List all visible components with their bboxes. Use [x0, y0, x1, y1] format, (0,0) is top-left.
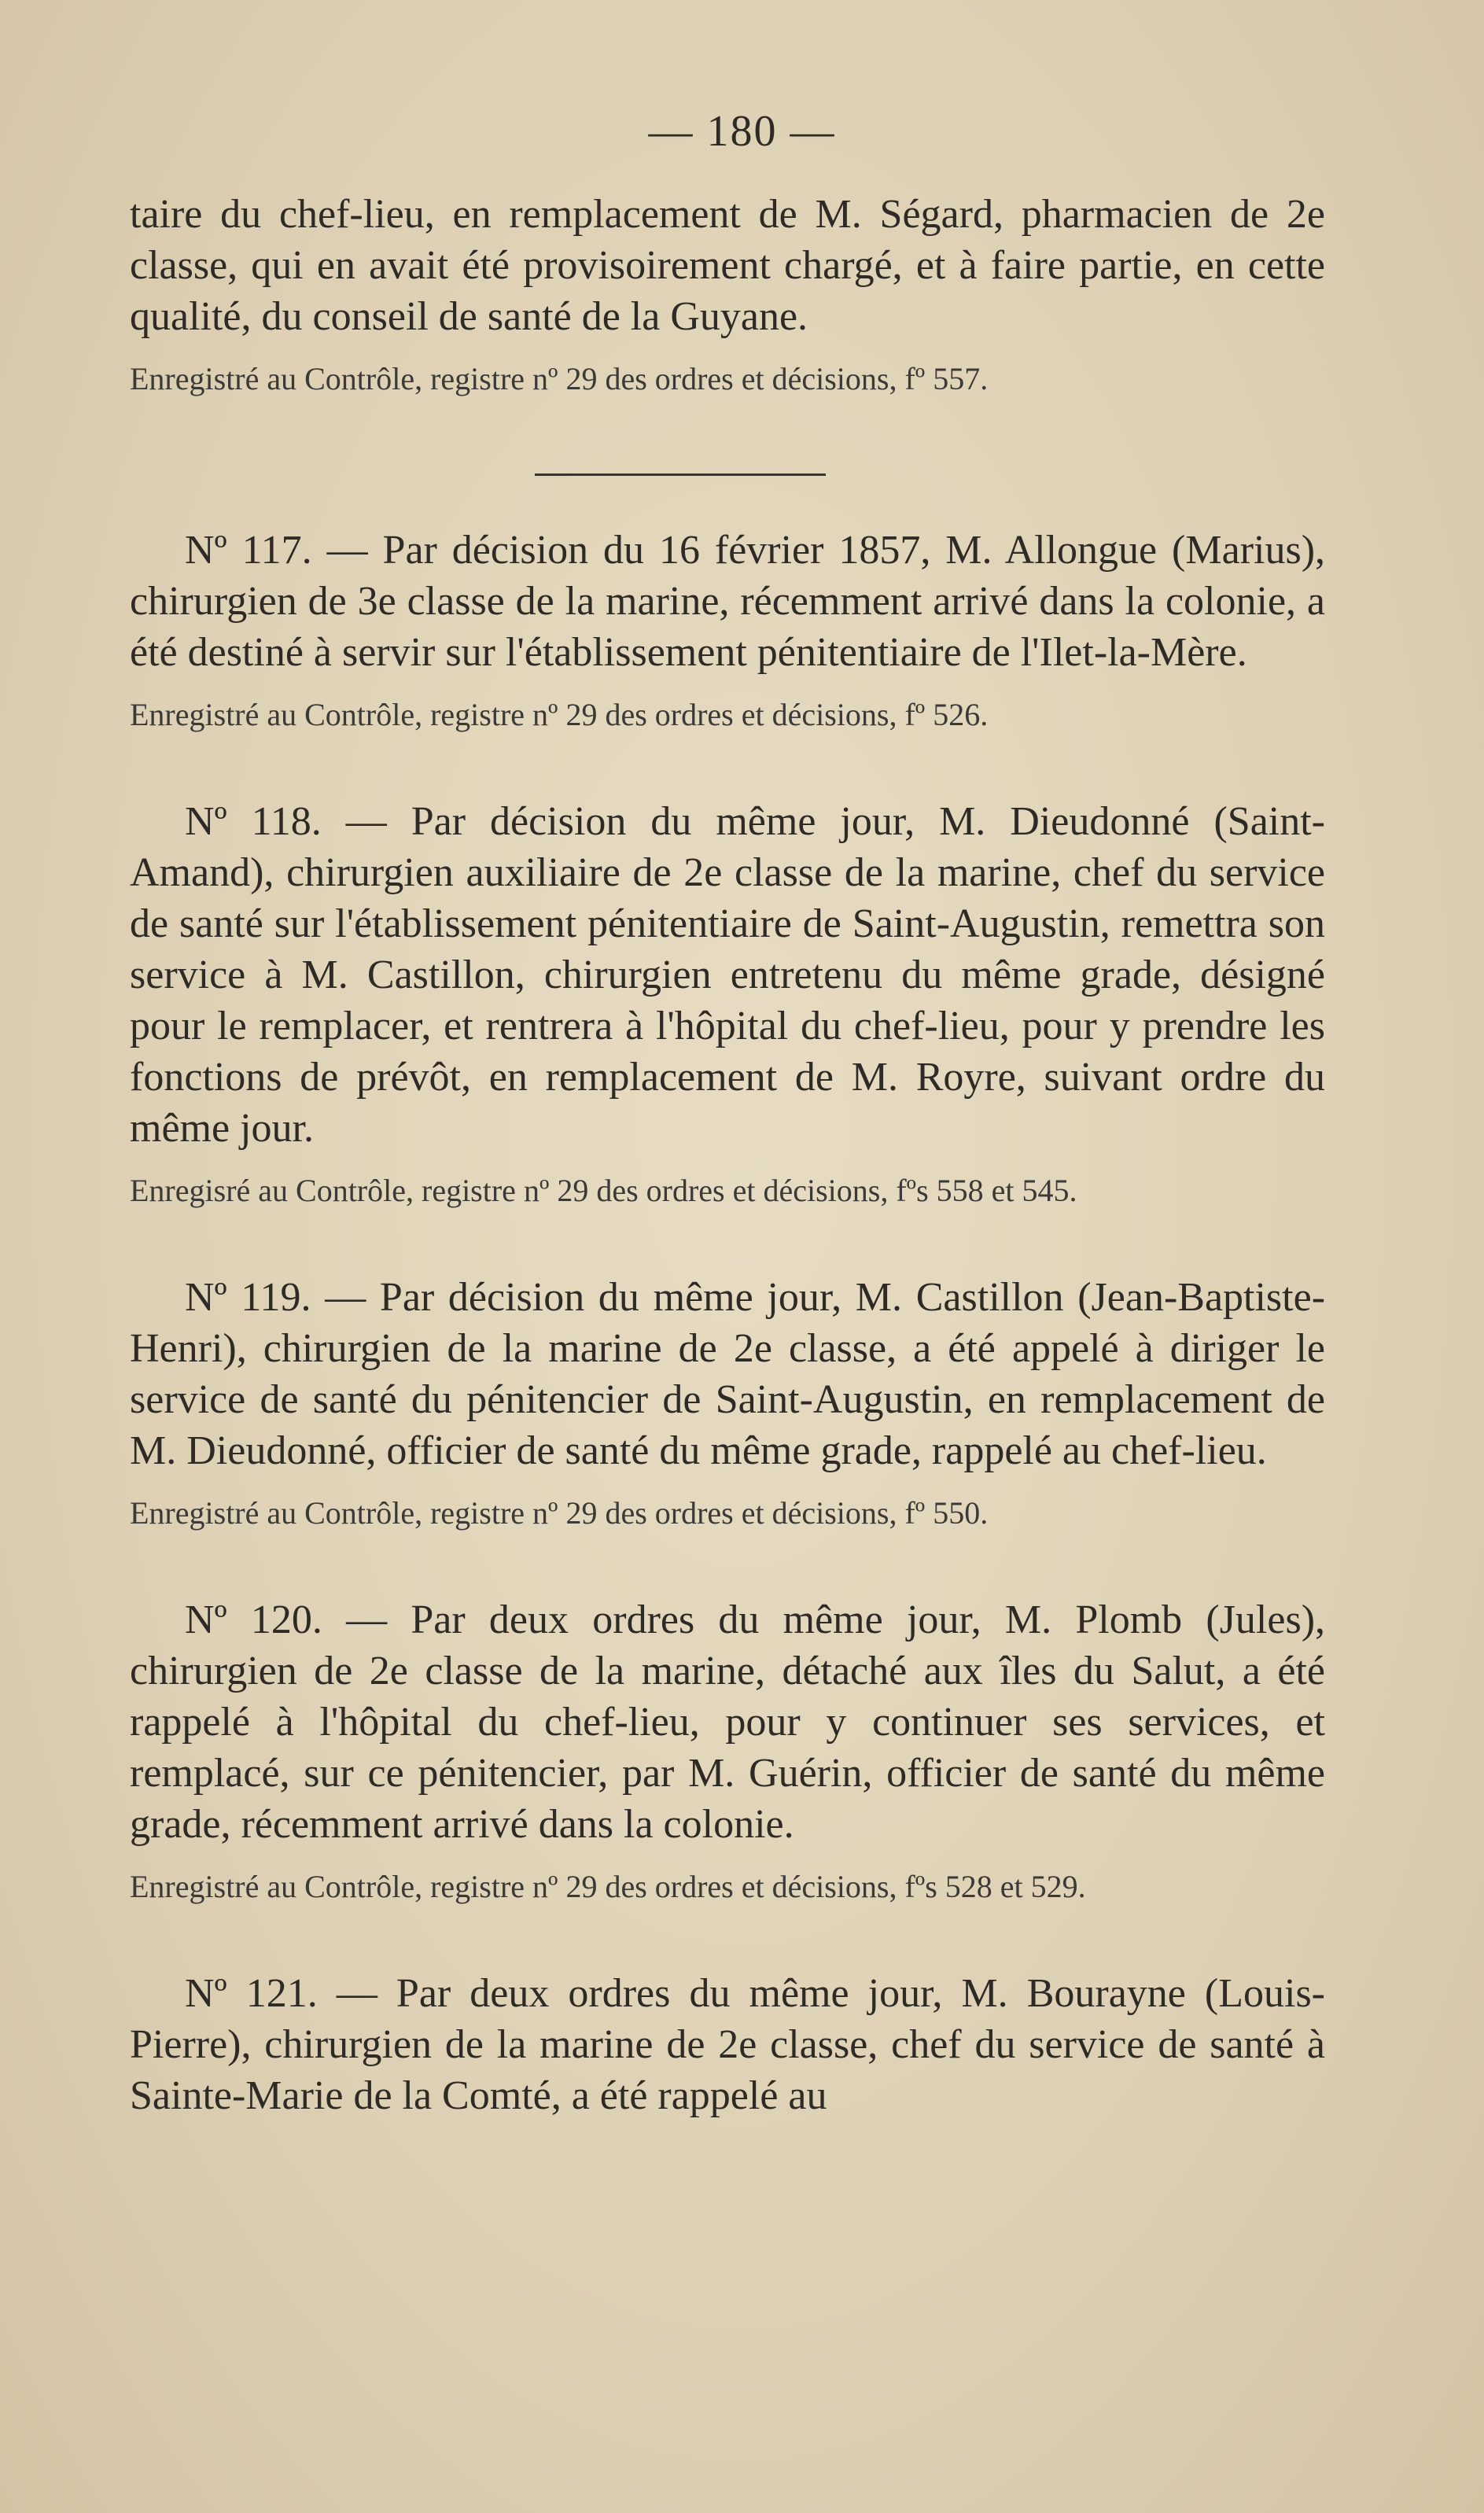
entry-118	[130, 796, 1325, 1210]
entry-registration: Enregisré au Contrôle, registre nº 29 des ordres et décisions, fºs 558 et 545.	[130, 1173, 1077, 1208]
intro-registration: Enregistré au Contrôle, registre nº 29 des ordres et décisions, fº 557.	[130, 361, 989, 396]
entry-registration: Enregistré au Contrôle, registre nº 29 des ordres et décisions, fº 526.	[130, 697, 989, 732]
page-number: — 180 —	[648, 107, 836, 156]
intro-paragraph: taire du chef-lieu, en remplacement de M. Ségard, pharmacien de 2e classe, qui en avait été provisoirement chargé, et à faire partie, en cette qualité, du conseil de santé de la Guyane.	[130, 192, 1325, 339]
entry-text: — Par deux ordres du même jour, M. Bourayne (Louis-Pierre), chirurgien de la marine de 2e classe, chef du service de santé à Sainte-Marie de la Comté, a été rappelé au	[130, 1971, 1326, 2118]
section-separator	[535, 473, 826, 476]
entry-text: — Par décision du 16 février 1857, M. Allongue (Marius), chirurgien de 3e classe de la marine, récemment arrivé dans la colonie, a été destiné à servir sur l'établissement pénitentiaire de l'Ilet-la-Mère.	[130, 528, 1326, 675]
entry-117	[130, 525, 1325, 735]
entry-text: — Par décision du même jour, M. Castillon (Jean-Baptiste-Henri), chirurgien de la marine de 2e classe, a été appelé à diriger le service de santé du pénitencier de Saint-Augustin, en remplacement de M. Dieudonné, officier de santé du même grade, rappelé au chef-lieu.	[130, 1275, 1326, 1473]
entry-number: Nº 121.	[185, 1971, 318, 2016]
entry-registration: Enregistré au Contrôle, registre nº 29 des ordres et décisions, fºs 528 et 529.	[130, 1869, 1086, 1904]
entry-number: Nº 120.	[185, 1597, 322, 1642]
entry-119	[130, 1272, 1325, 1533]
entry-text: — Par deux ordres du même jour, M. Plomb (Jules), chirurgien de 2e classe de la marine, détaché aux îles du Salut, a été rappelé à l'hôpital du chef-lieu, pour y continuer ses services, et remplacé, sur ce pénitencier, par M. Guérin, officier de santé du même grade, récemment arrivé dans la colonie.	[130, 1597, 1326, 1847]
entry-registration: Enregistré au Contrôle, registre nº 29 des ordres et décisions, fº 550.	[130, 1495, 989, 1531]
entry-text: — Par décision du même jour, M. Dieudonné (Saint-Amand), chirurgien auxiliaire de 2e classe de la marine, chef du service de santé sur l'établissement pénitentiaire de Saint-Augustin, remettra son service à M. Castillon, chirurgien entretenu du même grade, désigné pour le remplacer, et rentrera à l'hôpital du chef-lieu, pour y prendre les fonctions de prévôt, en remplacement de M. Royre, suivant ordre du même jour.	[130, 799, 1325, 1151]
entry-120	[130, 1594, 1325, 1907]
entry-121	[130, 1968, 1325, 2121]
entry-number: Nº 119.	[185, 1275, 311, 1320]
page-content	[130, 189, 1325, 2121]
entry-number: Nº 117.	[185, 528, 312, 573]
entry-number: Nº 118.	[185, 799, 322, 844]
